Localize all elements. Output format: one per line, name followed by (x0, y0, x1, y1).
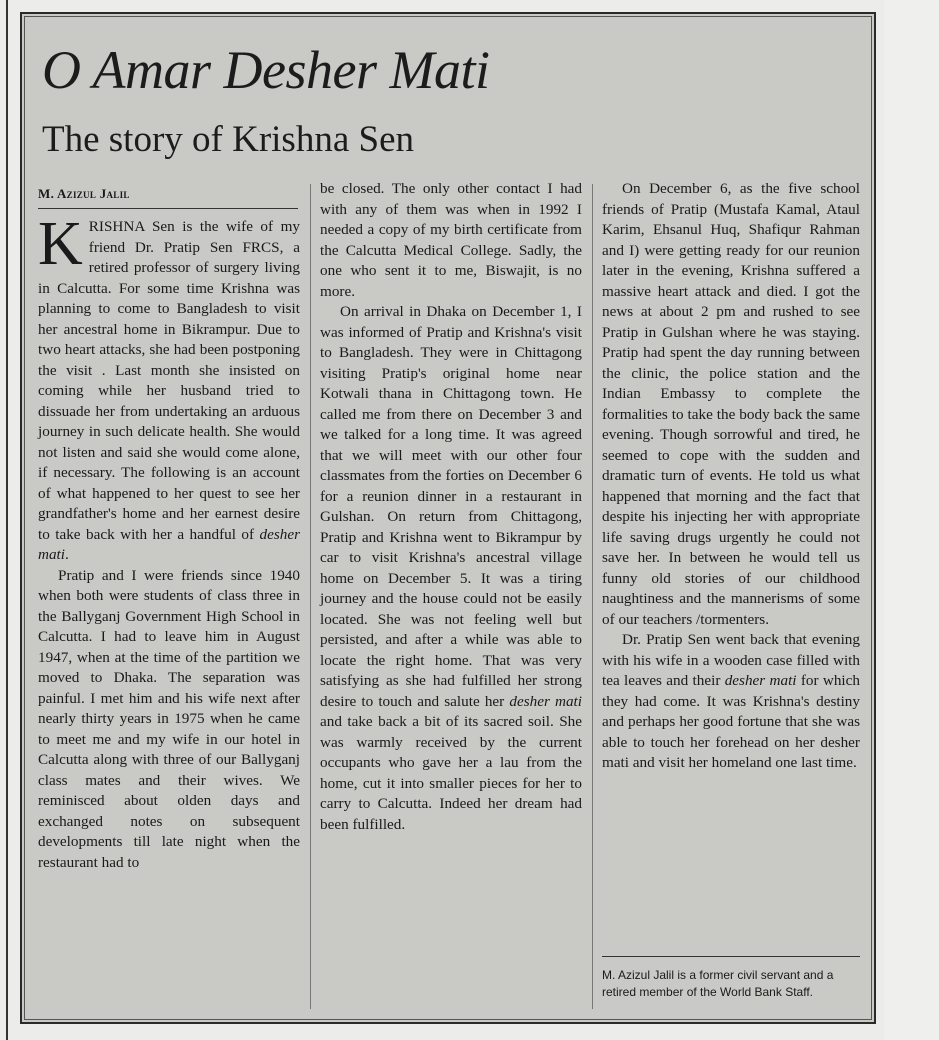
paragraph-continued: be closed. The only other contact I had with any of them was when in 1992 I needed a copy of my birth certificate from the Calcutta Medical College. Sadly, the one who sent it to me, Biswajit, is no more. (320, 180, 582, 300)
return-end: for which they had come. It was Krishna's destiny and perhaps her good fortune that she was able to touch her forehead on her desher mati and visit her homeland one last time. (602, 672, 860, 771)
paragraph-arrival (320, 302, 582, 835)
subheadline: The story of Krishna Sen (42, 119, 414, 160)
page-edge-rule (6, 0, 8, 1040)
headline: O Amar Desher Mati (42, 40, 490, 100)
column-2 (320, 179, 582, 835)
intro-text: RISHNA Sen is the wife of my friend Dr. Pratip Sen FRCS, a retired professor of surgery living in Calcutta. For some time Krishna was planning to come to Bangladesh to visit her ancestral home in Bikrampur. Due to two heart attacks, she had been postponing the visit . Last month she insisted on coming while her husband tried to dissuade her from undertaking an arduous journey in such delicate health. She would not listen and said she would come alone, if necessary. The following is an account of what happened to her quest to see her grandfather's home and her earnest desire to take back with her a handful of (38, 218, 300, 543)
article-box (20, 12, 876, 1024)
page-margin (884, 0, 939, 1040)
arrival-end: and take back a bit of its sacred soil. She was warmly received by the current occupants who gave her a lau from the home, cut it into smaller pieces for her to carry to Calcutta. Indeed her dream had been fulfilled. (320, 713, 582, 833)
column-divider (310, 184, 311, 1009)
italic-phrase: desher mati (38, 525, 300, 563)
drop-cap: K (38, 210, 83, 278)
column-divider (592, 184, 593, 1009)
author-credit: M. Azizul Jalil is a former civil servant and a retired member of the World Bank Staff. (602, 968, 834, 999)
arrival-text: On arrival in Dhaka on December 1, I was informed of Pratip and Krishna's visit to Bangladesh. They were in Chittagong visiting Pratip's original home near Kotwali thana in Chittagong town. He called me from there on December 3 and we talked for a long time. It was agreed that we will meet with our other four classmates from the forties on December 6 for a reunion dinner in a restaurant in Gulshan. On return from Chittagong, Pratip and Krishna went to Bikrampur by car to visit Krishna's ancestral village home on December 5. It was a tiring journey and the house could not be easily located. She was not feeling well but persisted, and after a while was able to locate the right home. That was very satisfying as she had fulfilled her strong desire to touch and salute her (320, 303, 582, 710)
return-text: Dr. Pratip Sen went back that evening with his wife in a wooden case filled with tea leaves and their (602, 631, 860, 689)
paragraph-intro (38, 210, 300, 566)
paragraph-reunion: On December 6, as the five school friends of Pratip (Mustafa Kamal, Ataul Karim, Ehsanul Huq, Shafiqur Rahman and I) were getting ready for our reunion later in the evening, Krishna suffered a massive heart attack and died. I got the news at about 2 pm and rushed to see Pratip in Gulshan where he was staying. Pratip had spent the day running between the clinic, the police station and the Indian Embassy to complete the formalities to take the body back the same evening. Though sorrowful and tired, he seemed to cope with the sudden and dramatic turn of events. He told us what happened that morning and the fact that despite his injecting her with appropriate life saving drugs urgently he could not save her. In between he would tell us funny old stories of our childhood naughtiness and the mannerisms of some of our teachers /tormenters. (602, 180, 860, 628)
credit-divider (602, 956, 860, 957)
paragraph-return (602, 630, 860, 774)
paragraph-friends: Pratip and I were friends since 1940 when both were students of class three in the Ballyganj Government High School in Calcutta. I had to leave him in August 1947, when at the time of the partition we moved to Dhaka. The separation was painful. I met him and his wife next after nearly thirty years in 1975 when he came to meet me and my wife in our hotel in Calcutta along with three of our Ballyganj class mates and their wives. We reminisced about olden days and exchanged notes on subsequent developments till late night when the restaurant had to (38, 566, 300, 871)
intro-end: . (65, 546, 69, 563)
italic-phrase: desher mati (509, 692, 582, 710)
column-1 (38, 210, 300, 873)
byline: M. Azizul Jalil (38, 186, 298, 209)
column-3 (602, 179, 860, 774)
italic-phrase: desher mati (724, 672, 797, 689)
